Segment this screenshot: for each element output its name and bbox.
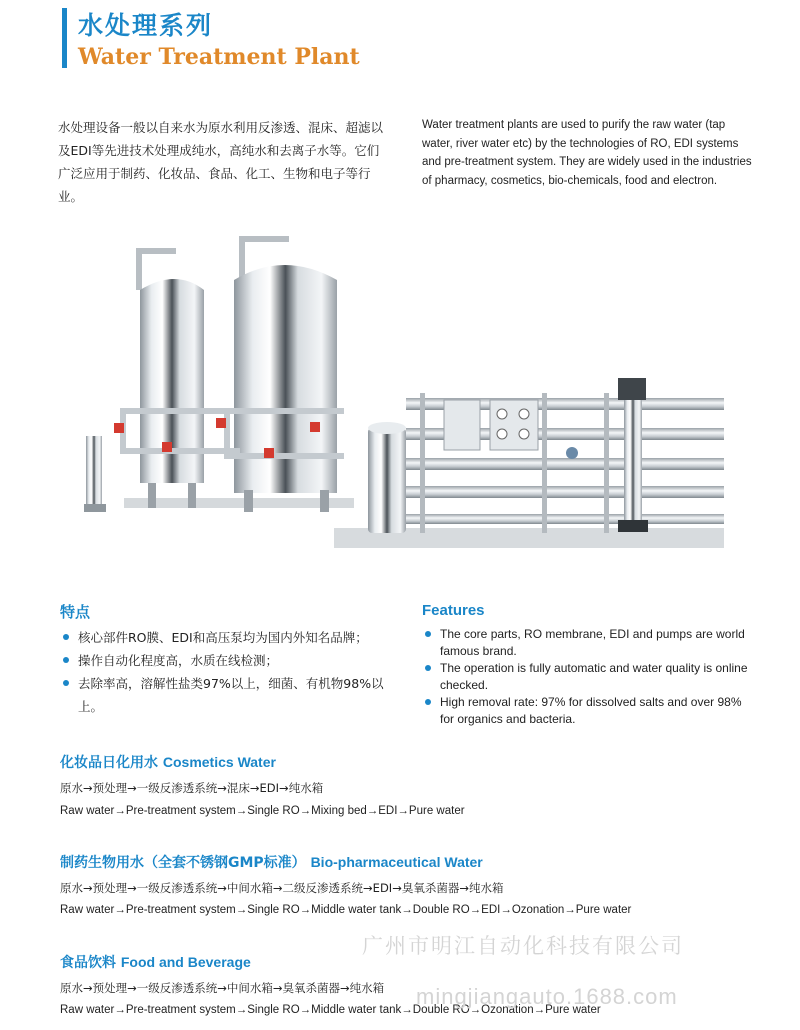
process-title-zh: 制药生物用水（全套不锈钢GMP标准） <box>60 855 306 871</box>
gauge-panel-shape <box>490 400 538 450</box>
control-panel-shape <box>444 400 480 450</box>
features-heading-zh: 特点 <box>60 603 91 621</box>
process-flow-en: Raw water→Pre-treatment system→Single RO→Mixing bed→EDI→Pure water <box>60 805 465 817</box>
process-title-zh: 食品饮料 <box>60 955 116 971</box>
booster-pump-shape <box>86 436 102 506</box>
feature-item-en: The core parts, RO membrane, EDI and pumps are world famous brand. <box>422 626 752 660</box>
features-list-en <box>422 626 752 728</box>
feature-item-en: High removal rate: 97% for dissolved salts and over 98% for organics and bacteria. <box>422 694 752 728</box>
process-title-en: Bio-pharmaceutical Water <box>310 854 483 870</box>
feature-item-zh: 操作自动化程度高，水质在线检测； <box>60 649 390 672</box>
feature-item-zh: 去除率高，溶解性盐类97%以上，细菌、有机物98%以上。 <box>60 672 390 718</box>
watermark-company: 广州市明江自动化科技有限公司 <box>362 934 684 958</box>
process-title-zh: 化妆品日化用水 <box>60 755 158 771</box>
page-title-en: Water Treatment Plant <box>78 44 360 70</box>
title-accent-bar <box>62 8 67 68</box>
process-flow-en: Raw water→Pre-treatment system→Single RO→Middle water tank→Double RO→EDI→Ozonation→Pure water <box>60 904 632 916</box>
process-title <box>60 952 251 972</box>
process-flow-zh: 原水→预处理→一级反渗透系统→中间水箱→臭氧杀菌器→纯水箱 <box>60 981 385 995</box>
process-title <box>60 752 276 772</box>
water-treatment-plant-image <box>84 228 744 578</box>
process-flow-zh: 原水→预处理→一级反渗透系统→中间水箱→二级反渗透系统→EDI→臭氧杀菌器→纯水箱 <box>60 881 504 895</box>
features-list-zh <box>60 626 390 718</box>
process-title <box>60 852 483 872</box>
feature-item-en: The operation is fully automatic and water quality is online checked. <box>422 660 752 694</box>
process-flow-en: Raw water→Pre-treatment system→Single RO→Middle water tank→Double RO→Ozonation→Pure water <box>60 1004 601 1016</box>
page-title-zh: 水处理系列 <box>78 11 214 40</box>
process-flow-zh: 原水→预处理→一级反渗透系统→混床→EDI→纯水箱 <box>60 781 324 795</box>
high-pressure-pump-motor <box>618 378 646 400</box>
cartridge-filter-shape <box>368 428 406 533</box>
feature-item-zh: 核心部件RO膜、EDI和高压泵均为国内外知名品牌； <box>60 626 390 649</box>
features-heading-en: Features <box>422 602 485 619</box>
process-title-en: Cosmetics Water <box>162 754 276 770</box>
watermark-url: mingjiangauto.1688.com <box>416 984 678 1009</box>
process-title-en: Food and Beverage <box>120 954 251 970</box>
intro-text-en: Water treatment plants are used to purify the raw water (tap water, river water etc) by the technologies of RO, EDI systems and pre-treatment system. They are widely used in the industries of pharmacy, cosmetics, bio-chemicals, food and electron. <box>422 119 752 187</box>
intro-text-zh: 水处理设备一般以自来水为原水利用反渗透、混床、超滤以及EDI等先进技术处理成纯水，高纯水和去离子水等。它们广泛应用于制药、化妆品、食品、化工、生物和电子等行业。 <box>58 120 384 204</box>
